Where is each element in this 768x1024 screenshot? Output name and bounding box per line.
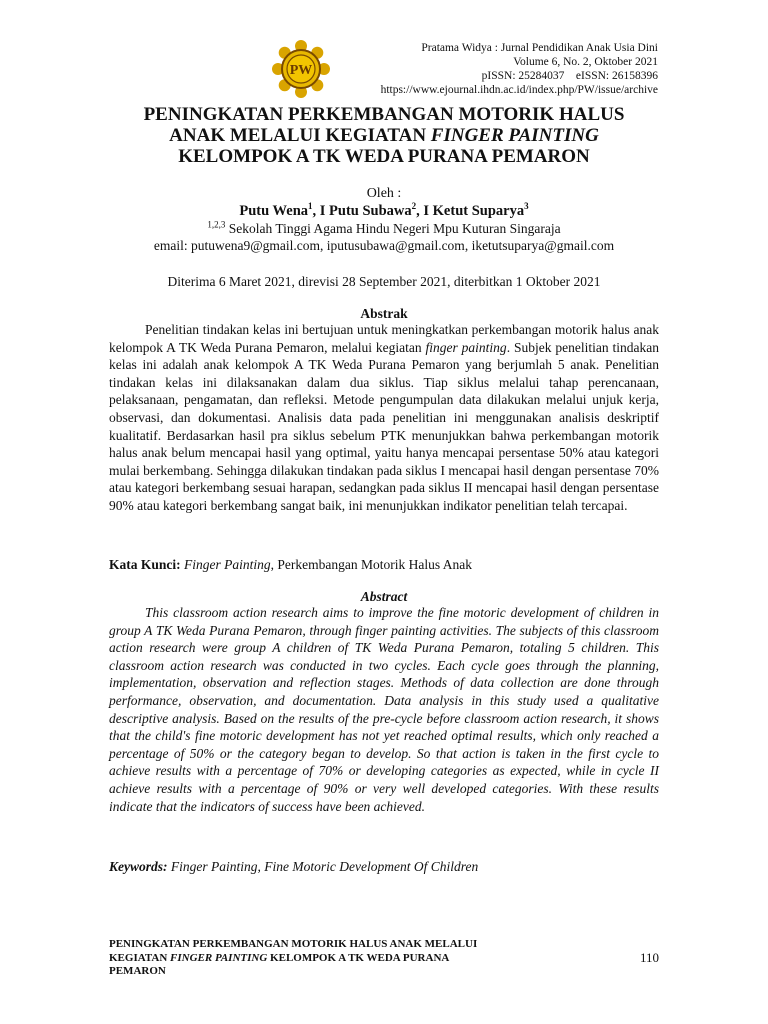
abstrak-text-a: Penelitian tindakan kelas ini bertujuan untuk meningkatkan perkembangan motorik halus anak kelompok A TK Weda Purana Pemaron, melalui kegiatan <box>109 322 659 355</box>
abstrak-body <box>109 321 659 515</box>
title-line-3: KELOMPOK A TK WEDA PURANA PEMARON <box>178 146 590 167</box>
keywords-value: Finger Painting, Fine Motoric Development Of Children <box>170 859 479 874</box>
oleh-label: Oleh : <box>366 186 402 201</box>
journal-logo-icon <box>272 40 330 98</box>
affiliation-text: Sekolah Tinggi Agama Hindu Negeri Mpu Kuturan Singaraja <box>225 221 561 236</box>
abstrak-heading: Abstrak <box>360 306 408 321</box>
keywords-label: Keywords: <box>109 859 171 874</box>
journal-header <box>381 41 658 97</box>
abstrak-text-b: . Subjek penelitian tindakan kelas ini adalah anak kelompok A TK Weda Purana Pemaron yang berjumlah 5 anak. Penelitian tindakan kelas ini dilaksanakan dalam dua siklus. Tiap siklus melalui tahap perencanaan, pelaksanaan, pengamatan, dan refleksi. Metode pengumpulan data dilakukan melalui unjuk kerja, observasi, dan dokumentasi. Analisis data pada penelitian ini menggunakan analisis deskriptif kualitatif. Berdasarkan hasil pra siklus sebelum PTK menunjukkan bahwa perkembangan motorik halus anak belum mencapai hasil yang optimal, yaitu hanya mencapai persentase 50% atau kategori mulai berkembang. Sehingga dilakukan tindakan pada siklus I mencapai hasil dengan persentase 70% atau kategori berkembang sesuai harapan, sedangkan pada siklus II mencapai hasil dengan persentase 90% atau kategori berkembang sangat baik, ini menunjukkan indikator penelitian telah tercapai. <box>109 339 660 513</box>
title-line-2-text: ANAK MELALUI KEGIATAN <box>169 125 431 146</box>
journal-name: Pratama Widya : Jurnal Pendidikan Anak Usia Dini <box>421 42 658 54</box>
title-line-2 <box>100 125 668 146</box>
author-list <box>100 202 668 220</box>
running-footer <box>109 938 569 979</box>
kata-kunci-label: Kata Kunci: <box>109 557 185 572</box>
footer-line-3: PEMARON <box>109 965 166 977</box>
journal-volume: Volume 6, No. 2, Oktober 2021 <box>513 56 658 68</box>
footer-line-2-italic: FINGER PAINTING <box>170 951 268 964</box>
author-3-sup: 3 <box>524 201 529 212</box>
author-emails: email: putuwena9@gmail.com, iputusubawa@gmail.com, iketutsuparya@gmail.com <box>153 238 615 253</box>
affiliation <box>100 220 668 237</box>
footer-line-2-a: KEGIATAN <box>109 951 171 964</box>
author-2-sup: 2 <box>411 201 417 212</box>
kata-kunci-rest: , Perkembangan Motorik Halus Anak <box>270 557 472 572</box>
footer-line-2-c: KELOMPOK A TK WEDA PURANA <box>267 951 450 964</box>
abstract-heading: Abstract <box>360 589 408 604</box>
page-number: 110 <box>640 950 660 965</box>
paper-title <box>100 104 668 167</box>
author-1-sup: 1 <box>308 201 313 212</box>
kata-kunci <box>109 556 669 573</box>
author-3: , I Ketut Suparya <box>416 203 525 219</box>
title-line-2-italic: FINGER PAINTING <box>430 125 599 146</box>
affiliation-sup: 1,2,3 <box>207 219 226 230</box>
abstrak-text-italic: finger painting <box>425 339 507 355</box>
footer-line-2 <box>109 952 569 966</box>
footer-line-1: PENINGKATAN PERKEMBANGAN MOTORIK HALUS ANAK MELALUI <box>109 938 478 950</box>
submission-dates: Diterima 6 Maret 2021, direvisi 28 September 2021, diterbitkan 1 Oktober 2021 <box>167 274 601 289</box>
abstract-body: This classroom action research aims to improve the fine motoric development of children in group A TK Weda Purana Pemaron, through finger painting activities. The subjects of this classroom action research were group A children of TK Weda Purana Pemaron, totaling 5 children. This classroom action research was conducted in two cycles. Each cycle goes through the planning, implementation, observation and reflection stages. Methods of data collection are done through performance, observation, and documentation. Data analysis in this study used a qualitative descriptive analysis. Based on the results of the pre-cycle before classroom action research, it shows that the child's fine motoric development has not yet reached optimal results, which only reached a percentage of 50% or the category began to develop. So that action is taken in the first cycle to achieve results with a percentage of 70% or developing categories as expected, while in cycle II achieve results with a percentage of 90% or very well developed categories. With these results indicate that the indicators of success have been achieved. <box>109 605 659 814</box>
title-line-1: PENINGKATAN PERKEMBANGAN MOTORIK HALUS <box>143 104 625 125</box>
logo-text: PW <box>289 63 313 78</box>
journal-issn: pISSN: 25284037 eISSN: 26158396 <box>481 70 658 82</box>
journal-url[interactable]: https://www.ejournal.ihdn.ac.id/index.php/PW/issue/archive <box>380 84 658 96</box>
author-1: Putu Wena <box>239 203 309 219</box>
kata-kunci-italic: Finger Painting <box>184 557 271 572</box>
keywords <box>109 858 669 875</box>
author-2: , I Putu Subawa <box>312 203 412 219</box>
